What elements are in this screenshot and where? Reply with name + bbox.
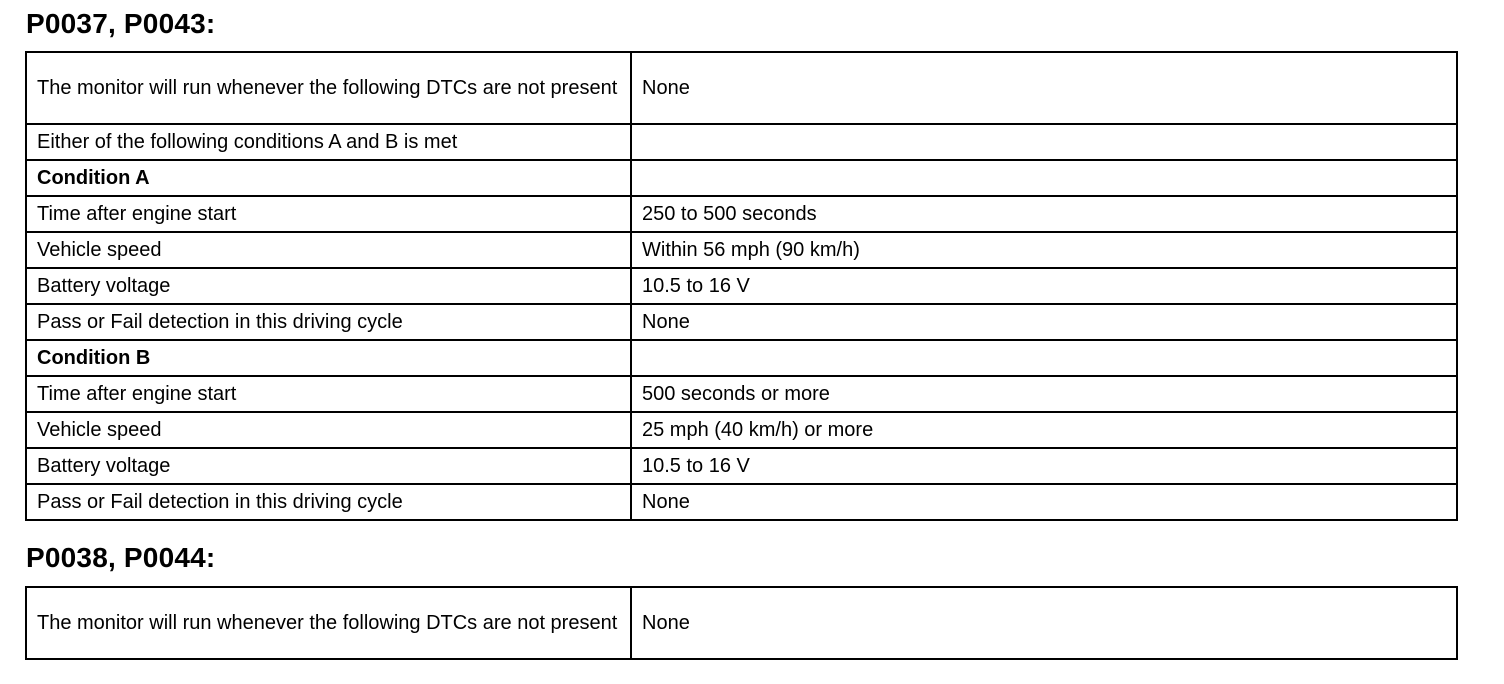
row-label: Pass or Fail detection in this driving cycle — [26, 484, 631, 520]
row-value: None — [631, 484, 1457, 520]
row-value: 10.5 to 16 V — [631, 268, 1457, 304]
table-row — [26, 448, 1457, 484]
table-row — [26, 376, 1457, 412]
table-row — [26, 196, 1457, 232]
row-value: Within 56 mph (90 km/h) — [631, 232, 1457, 268]
table-row — [26, 304, 1457, 340]
row-label: The monitor will run whenever the following DTCs are not present — [26, 587, 631, 659]
table-row — [26, 232, 1457, 268]
section-heading-p0037-p0043: P0037, P0043: — [26, 8, 216, 39]
row-value: 500 seconds or more — [631, 376, 1457, 412]
row-label: Either of the following conditions A and B is met — [26, 124, 631, 160]
table-row — [26, 52, 1457, 124]
row-value — [631, 160, 1457, 196]
row-value — [631, 124, 1457, 160]
row-label: Time after engine start — [26, 196, 631, 232]
table-row — [26, 268, 1457, 304]
conditions-table-p0038-p0044 — [25, 586, 1458, 660]
conditions-table-p0037-p0043 — [25, 51, 1458, 521]
condition-header: Condition A — [26, 160, 631, 196]
row-label: Vehicle speed — [26, 412, 631, 448]
table-row — [26, 587, 1457, 659]
row-label: Vehicle speed — [26, 232, 631, 268]
row-value: None — [631, 587, 1457, 659]
row-label: Battery voltage — [26, 448, 631, 484]
table-row-condition-b — [26, 340, 1457, 376]
table-row — [26, 412, 1457, 448]
row-value: 25 mph (40 km/h) or more — [631, 412, 1457, 448]
row-value — [631, 340, 1457, 376]
row-label: Time after engine start — [26, 376, 631, 412]
row-value: None — [631, 304, 1457, 340]
table-row — [26, 124, 1457, 160]
row-label: Battery voltage — [26, 268, 631, 304]
row-value: 10.5 to 16 V — [631, 448, 1457, 484]
row-value: 250 to 500 seconds — [631, 196, 1457, 232]
table-row-condition-a — [26, 160, 1457, 196]
row-value: None — [631, 52, 1457, 124]
section-heading-p0038-p0044: P0038, P0044: — [26, 542, 216, 573]
row-label: The monitor will run whenever the following DTCs are not present — [26, 52, 631, 124]
condition-header: Condition B — [26, 340, 631, 376]
row-label: Pass or Fail detection in this driving cycle — [26, 304, 631, 340]
table-row — [26, 484, 1457, 520]
